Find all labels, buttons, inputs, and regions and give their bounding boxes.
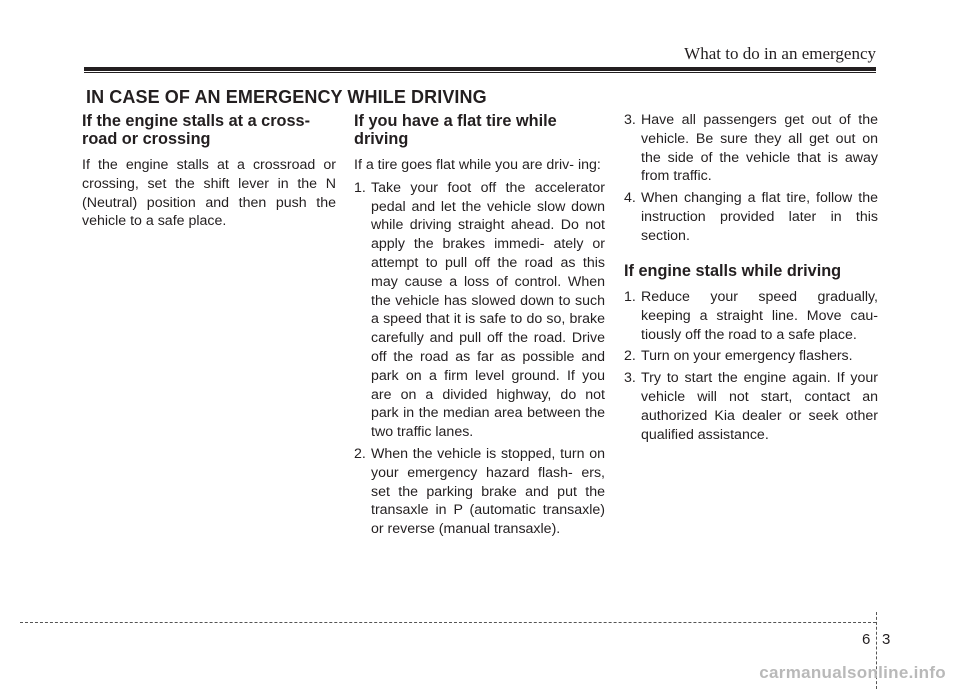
step-number: 2. bbox=[624, 348, 636, 365]
list-item bbox=[624, 189, 878, 245]
header-rule bbox=[84, 67, 876, 71]
step-text: Take your foot off the accelerator pedal and let the vehicle slow down while driving straight ahead. Do not apply the brakes immedi- ately or attempt to pull off the road as this may cause a loss of control. When the vehicle has slowed down to such a speed that it is safe to do so, brake carefully and pull off the road. Drive off the road as far as possible and park on a firm level ground. If you are on a divided highway, do not park in the median area between the two traffic lanes. bbox=[371, 179, 605, 441]
heading-flat-tire: If you have a flat tire while driving bbox=[354, 112, 557, 148]
header-rule-thin bbox=[84, 72, 876, 73]
flat-tire-steps bbox=[354, 179, 605, 539]
step-text: When changing a flat tire, follow the instruction provided later in this section. bbox=[641, 190, 878, 244]
list-item bbox=[624, 288, 878, 344]
page-number: 3 bbox=[882, 631, 891, 648]
list-item bbox=[624, 347, 878, 366]
step-number: 3. bbox=[624, 112, 636, 128]
column-stall-crossroad bbox=[82, 113, 336, 235]
step-text: Have all passengers get out of the vehicle. Be sure they all get out on the side of the vehicle that is away from traffic. bbox=[641, 112, 878, 185]
flat-tire-steps-continued bbox=[624, 111, 878, 246]
column-flat-tire bbox=[354, 113, 605, 542]
section-title: IN CASE OF AN EMERGENCY WHILE DRIVING bbox=[86, 87, 487, 107]
chapter-number: 6 bbox=[862, 631, 871, 648]
watermark: carmanualsonline.info bbox=[759, 663, 946, 682]
list-item bbox=[624, 111, 878, 186]
footer-divider bbox=[20, 622, 876, 623]
list-item bbox=[354, 179, 605, 442]
step-number: 2. bbox=[354, 445, 366, 462]
heading-stall-driving: If engine stalls while driving bbox=[624, 261, 842, 280]
step-text: When the vehicle is stopped, turn on your emergency hazard flash- ers, set the parking brake and put the transaxle in P (automatic transaxle) or reverse (manual transaxle). bbox=[371, 445, 605, 538]
paragraph-flat-tire-intro: If a tire goes flat while you are driv- ing: bbox=[354, 157, 601, 173]
column-continued bbox=[624, 111, 878, 447]
chapter-title: What to do in an emergency bbox=[684, 44, 876, 63]
step-number: 3. bbox=[624, 370, 636, 387]
step-text: Try to start the engine again. If your vehicle will not start, contact an authorized Kia dealer or seek other qualified assistance. bbox=[641, 370, 878, 443]
stall-driving-steps bbox=[624, 288, 878, 444]
step-text: Turn on your emergency flashers. bbox=[641, 348, 853, 365]
heading-stall-crossroad: If the engine stalls at a cross- road or crossing bbox=[82, 112, 311, 148]
step-text: Reduce your speed gradually, keeping a straight line. Move cau- tiously off the road to a safe place. bbox=[641, 289, 878, 343]
paragraph-stall-crossroad: If the engine stalls at a crossroad or crossing, set the shift lever in the N (Neutral) position and then push the vehicle to a safe place. bbox=[82, 157, 336, 230]
list-item bbox=[354, 445, 605, 539]
step-number: 1. bbox=[354, 179, 366, 196]
step-number: 1. bbox=[624, 289, 636, 306]
step-number: 4. bbox=[624, 190, 636, 207]
list-item bbox=[624, 369, 878, 444]
